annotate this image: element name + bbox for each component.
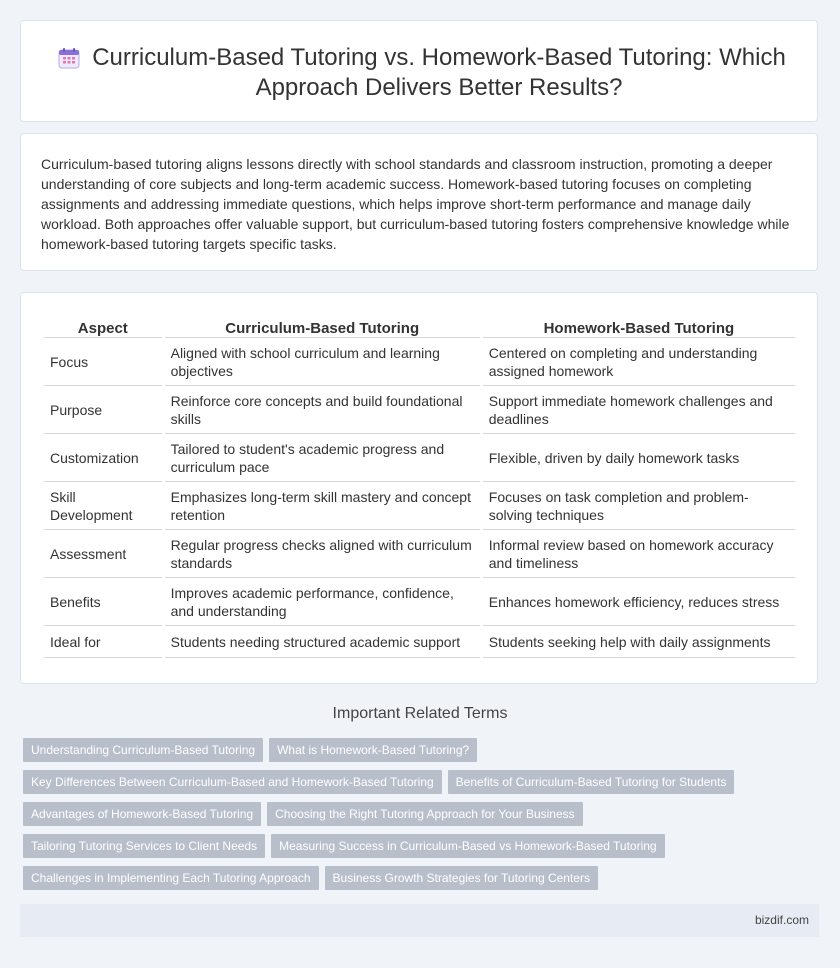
- related-terms-list: [23, 738, 803, 898]
- title-card: [20, 20, 818, 122]
- comparison-table: [41, 313, 798, 658]
- table-row: [44, 482, 795, 530]
- homework-cell: Enhances homework efficiency, reduces stress: [483, 578, 795, 626]
- related-term-chip[interactable]: Challenges in Implementing Each Tutoring Approach: [23, 866, 319, 890]
- aspect-cell: Assessment: [44, 530, 162, 578]
- homework-cell: Students seeking help with daily assignments: [483, 626, 795, 658]
- table-row: [44, 626, 795, 658]
- related-term-chip[interactable]: Business Growth Strategies for Tutoring Centers: [325, 866, 598, 890]
- header-aspect: Aspect: [44, 313, 162, 338]
- related-term-chip[interactable]: Understanding Curriculum-Based Tutoring: [23, 738, 263, 762]
- intro-card: [20, 133, 818, 271]
- homework-cell: Support immediate homework challenges and deadlines: [483, 386, 795, 434]
- related-term-chip[interactable]: Advantages of Homework-Based Tutoring: [23, 802, 261, 826]
- aspect-cell: Purpose: [44, 386, 162, 434]
- intro-paragraph: Curriculum-based tutoring aligns lessons directly with school standards and classroom instruction, promoting a deeper understanding of core subjects and long-term academic success. Homework-based tutoring focuses on completing assignments and addressing immediate questions, which helps improve short-term performance and manage daily workload. Both approaches offer valuable support, but curriculum-based tutoring fosters comprehensive knowledge while homework-based tutoring targets specific tasks.: [41, 156, 790, 252]
- table-row: [44, 530, 795, 578]
- related-term-chip[interactable]: Tailoring Tutoring Services to Client Needs: [23, 834, 265, 858]
- related-terms-heading: Important Related Terms: [332, 705, 508, 722]
- homework-cell: Informal review based on homework accuracy and timeliness: [483, 530, 795, 578]
- curriculum-cell: Aligned with school curriculum and learning objectives: [165, 338, 480, 386]
- table-header-row: [44, 313, 795, 338]
- chip-row: [23, 802, 803, 826]
- curriculum-cell: Regular progress checks aligned with curriculum standards: [165, 530, 480, 578]
- chip-row: [23, 770, 803, 794]
- table-row: [44, 386, 795, 434]
- page-title: Curriculum-Based Tutoring vs. Homework-Based Tutoring: Which Approach Delivers Better Results?: [92, 44, 786, 101]
- curriculum-cell: Reinforce core concepts and build foundational skills: [165, 386, 480, 434]
- table-row: [44, 434, 795, 482]
- aspect-cell: Skill Development: [44, 482, 162, 530]
- table-row: [44, 338, 795, 386]
- header-homework: Homework-Based Tutoring: [483, 313, 795, 338]
- curriculum-cell: Tailored to student's academic progress and curriculum pace: [165, 434, 480, 482]
- curriculum-cell: Students needing structured academic support: [165, 626, 480, 658]
- calendar-icon: [58, 47, 80, 69]
- related-term-chip[interactable]: What is Homework-Based Tutoring?: [269, 738, 477, 762]
- footer-brand[interactable]: bizdif.com: [754, 913, 809, 927]
- homework-cell: Centered on completing and understanding assigned homework: [483, 338, 795, 386]
- aspect-cell: Customization: [44, 434, 162, 482]
- homework-cell: Focuses on task completion and problem-solving techniques: [483, 482, 795, 530]
- curriculum-cell: Emphasizes long-term skill mastery and concept retention: [165, 482, 480, 530]
- related-term-chip[interactable]: Measuring Success in Curriculum-Based vs Homework-Based Tutoring: [271, 834, 664, 858]
- aspect-cell: Focus: [44, 338, 162, 386]
- chip-row: [23, 834, 803, 858]
- chip-row: [23, 738, 803, 762]
- aspect-cell: Ideal for: [44, 626, 162, 658]
- related-term-chip[interactable]: Benefits of Curriculum-Based Tutoring for Students: [448, 770, 735, 794]
- related-term-chip[interactable]: Choosing the Right Tutoring Approach for Your Business: [267, 802, 583, 826]
- curriculum-cell: Improves academic performance, confidence, and understanding: [165, 578, 480, 626]
- chip-row: [23, 866, 803, 890]
- header-curriculum: Curriculum-Based Tutoring: [165, 313, 480, 338]
- table-row: [44, 578, 795, 626]
- comparison-card: [20, 292, 818, 684]
- aspect-cell: Benefits: [44, 578, 162, 626]
- related-term-chip[interactable]: Key Differences Between Curriculum-Based and Homework-Based Tutoring: [23, 770, 442, 794]
- homework-cell: Flexible, driven by daily homework tasks: [483, 434, 795, 482]
- footer: [20, 904, 819, 937]
